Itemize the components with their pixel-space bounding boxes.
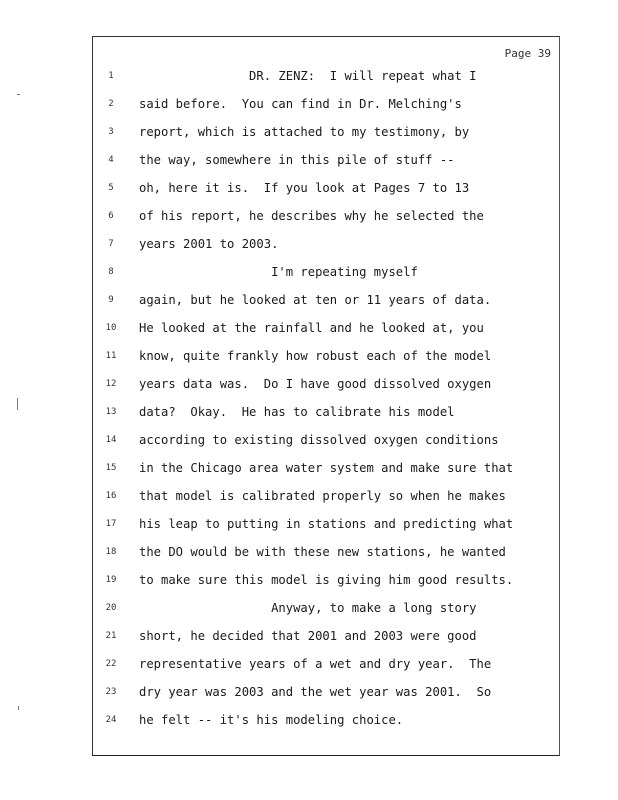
transcript-line (93, 682, 561, 702)
line-text: the DO would be with these new stations, he wanted (139, 545, 506, 559)
line-number: 22 (105, 659, 117, 669)
line-text: of his report, he describes why he selected the (139, 209, 484, 223)
line-text: his leap to putting in stations and predicting what (139, 517, 514, 531)
line-text: Anyway, to make a long story (139, 601, 477, 615)
line-text: DR. ZENZ: I will repeat what I (139, 69, 477, 83)
line-number: 24 (105, 715, 117, 725)
line-number: 2 (108, 99, 114, 109)
transcript-line (93, 262, 561, 282)
transcript-line (93, 402, 561, 422)
scan-mark (18, 706, 19, 710)
line-number: 1 (108, 71, 114, 81)
line-number: 15 (105, 463, 117, 473)
line-text: again, but he looked at ten or 11 years of data. (139, 293, 492, 307)
transcript-line (93, 206, 561, 226)
line-number: 21 (105, 631, 117, 641)
transcript-line (93, 626, 561, 646)
line-number: 8 (108, 267, 114, 277)
line-text: that model is calibrated properly so when he makes (139, 489, 506, 503)
scan-mark (17, 94, 20, 95)
line-text: years 2001 to 2003. (139, 237, 279, 251)
line-number: 20 (105, 603, 117, 613)
line-text: oh, here it is. If you look at Pages 7 to 13 (139, 181, 470, 195)
transcript-line (93, 318, 561, 338)
transcript-line (93, 570, 561, 590)
line-number: 11 (105, 351, 117, 361)
transcript-line (93, 486, 561, 506)
line-number: 14 (105, 435, 117, 445)
line-text: to make sure this model is giving him good results. (139, 573, 514, 587)
line-number: 13 (105, 407, 117, 417)
line-number: 16 (105, 491, 117, 501)
line-text: in the Chicago area water system and make sure that (139, 461, 514, 475)
page-number: Page 39 (504, 47, 551, 60)
line-text: representative years of a wet and dry year. The (139, 657, 492, 671)
transcript-page (92, 36, 560, 756)
line-text: data? Okay. He has to calibrate his model (139, 405, 455, 419)
transcript-line (93, 346, 561, 366)
transcript-line (93, 514, 561, 534)
line-text: short, he decided that 2001 and 2003 were good (139, 629, 477, 643)
line-number: 4 (108, 155, 114, 165)
transcript-line (93, 66, 561, 86)
line-text: know, quite frankly how robust each of the model (139, 349, 492, 363)
transcript-line (93, 598, 561, 618)
transcript-line (93, 178, 561, 198)
scan-mark (17, 398, 18, 410)
line-number: 5 (108, 183, 114, 193)
line-text: years data was. Do I have good dissolved oxygen (139, 377, 492, 391)
transcript-line (93, 290, 561, 310)
line-number: 6 (108, 211, 114, 221)
line-number: 7 (108, 239, 114, 249)
line-text: he felt -- it's his modeling choice. (139, 713, 404, 727)
transcript-line (93, 234, 561, 254)
line-text: I'm repeating myself (139, 265, 418, 279)
line-number: 19 (105, 575, 117, 585)
line-number: 3 (108, 127, 114, 137)
line-text: He looked at the rainfall and he looked at, you (139, 321, 484, 335)
line-text: said before. You can find in Dr. Melching's (139, 97, 462, 111)
transcript-line (93, 542, 561, 562)
transcript-line (93, 654, 561, 674)
transcript-line (93, 710, 561, 730)
line-text: according to existing dissolved oxygen conditions (139, 433, 499, 447)
transcript-line (93, 430, 561, 450)
transcript-line (93, 374, 561, 394)
line-number: 10 (105, 323, 117, 333)
line-number: 12 (105, 379, 117, 389)
transcript-line (93, 458, 561, 478)
transcript-line (93, 122, 561, 142)
line-number: 23 (105, 687, 117, 697)
line-text: dry year was 2003 and the wet year was 2001. So (139, 685, 492, 699)
line-number: 9 (108, 295, 114, 305)
line-text: report, which is attached to my testimony, by (139, 125, 470, 139)
line-number: 18 (105, 547, 117, 557)
line-number: 17 (105, 519, 117, 529)
transcript-line (93, 150, 561, 170)
line-text: the way, somewhere in this pile of stuff -- (139, 153, 455, 167)
transcript-line (93, 94, 561, 114)
